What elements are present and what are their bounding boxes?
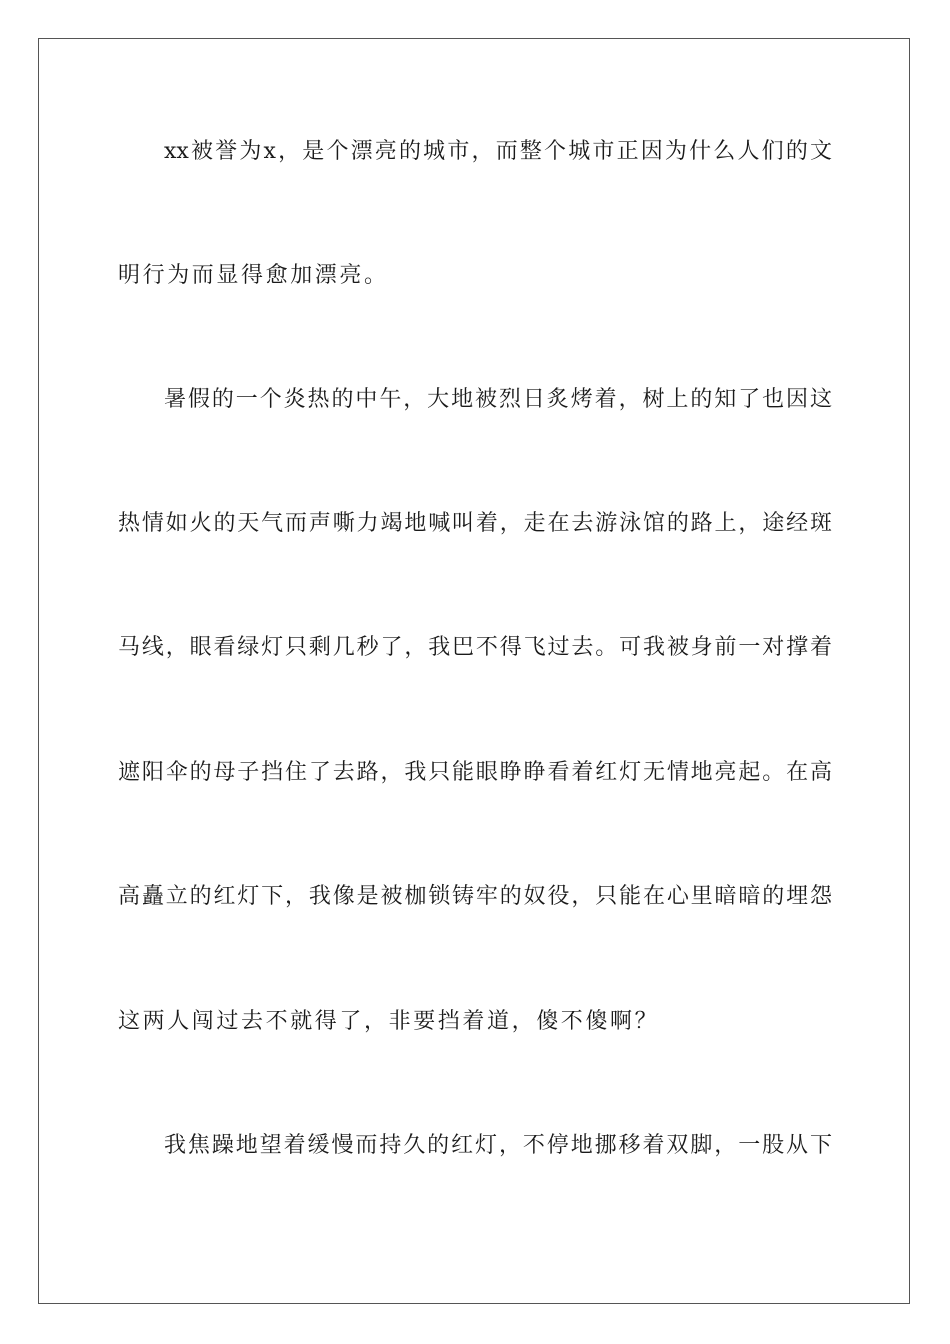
text-line-6: 遮阳伞的母子挡住了去路，我只能眼睁睁看着红灯无情地亮起。在高: [118, 760, 832, 785]
text-line-5: 马线，眼看绿灯只剩几秒了，我巴不得飞过去。可我被身前一对撑着: [118, 635, 832, 660]
text-line-7: 高矗立的红灯下，我像是被枷锁铸牢的奴役，只能在心里暗暗的埋怨: [118, 884, 832, 909]
text-line-9: 我焦躁地望着缓慢而持久的红灯，不停地挪移着双脚，一股从下: [164, 1133, 832, 1158]
text-line-2: 明行为而显得愈加漂亮。: [118, 263, 389, 288]
text-line-8: 这两人闯过去不就得了，非要挡着道，傻不傻啊？: [118, 1009, 660, 1034]
page-border: [38, 38, 910, 1304]
text-line-4: 热情如火的天气而声嘶力竭地喊叫着，走在去游泳馆的路上，途经斑: [118, 511, 832, 536]
text-line-3: 暑假的一个炎热的中午，大地被烈日炙烤着，树上的知了也因这: [164, 387, 832, 412]
text-line-1: xx被誉为x，是个漂亮的城市，而整个城市正因为什么人们的文: [164, 139, 832, 164]
